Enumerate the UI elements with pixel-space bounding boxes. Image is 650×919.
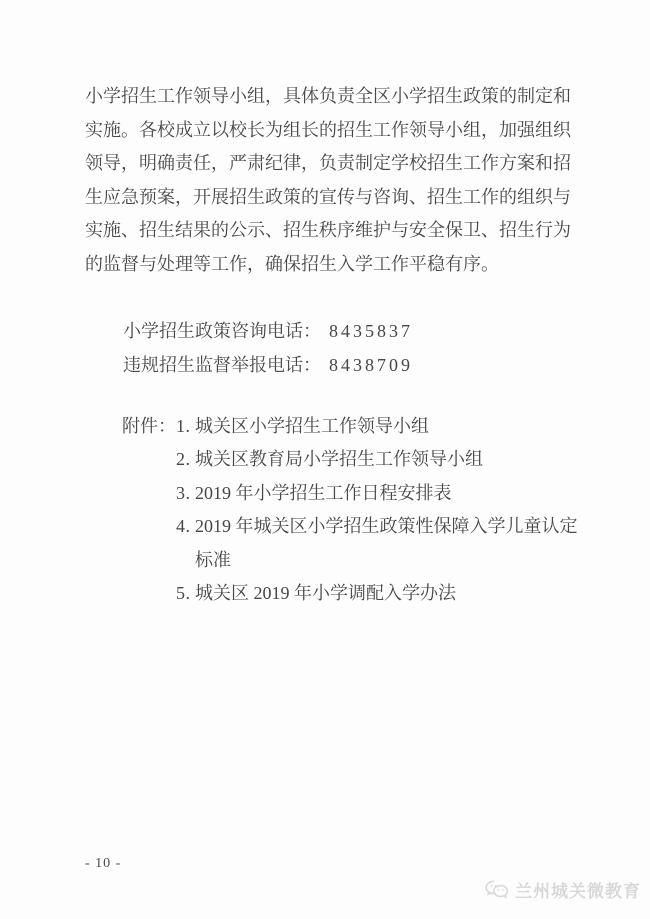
watermark-text: 兰州城关微教育: [515, 882, 641, 901]
attachment-number: 3.: [176, 482, 191, 503]
policy-phone-line: [123, 314, 413, 348]
body-paragraph: [85, 80, 585, 282]
attachment-number-spacer: [176, 544, 195, 577]
attachment-title: 城关区 2019 年小学调配入学办法: [195, 583, 456, 604]
policy-phone-number: 8435837: [329, 321, 413, 341]
attachment-item-continuation: [122, 544, 578, 577]
attachment-number: 2.: [176, 449, 191, 470]
attachment-title: 城关区小学招生工作领导小组: [195, 416, 429, 436]
attachment-item: [122, 477, 578, 510]
wechat-icon: [484, 878, 510, 902]
attachment-title: 标准: [195, 549, 231, 570]
attachment-number: 1.: [176, 416, 191, 436]
contact-block: [123, 314, 413, 382]
policy-phone-label: 小学招生政策咨询电话：: [123, 321, 321, 341]
paragraph-line: 生应急预案，开展招生政策的宣传与咨询、招生工作的组织与: [85, 186, 571, 207]
attachment-number: 5.: [176, 583, 191, 604]
attachment-title: 2019 年城关区小学招生政策性保障入学儿童认定: [195, 516, 578, 537]
attachment-item: [122, 410, 578, 443]
attachments-label-spacer: [122, 510, 176, 543]
attachments-label: 附件：: [122, 416, 176, 436]
paragraph-line: 实施、招生结果的公示、招生秩序维护与安全保卫、招生行为: [85, 220, 571, 241]
paragraph-line: 领导，明确责任，严肃纪律，负责制定学校招生工作方案和招: [85, 153, 571, 174]
watermark: [484, 877, 641, 902]
attachment-title: 2019 年小学招生工作日程安排表: [195, 482, 452, 503]
attachment-item: [122, 577, 578, 610]
attachment-number: 4.: [176, 516, 191, 537]
attachments-label-spacer: [122, 577, 176, 610]
paragraph-line: 小学招生工作领导小组，具体负责全区小学招生政策的制定和: [85, 86, 571, 106]
attachment-title: 城关区教育局小学招生工作领导小组: [195, 449, 483, 470]
report-phone-line: [123, 348, 413, 382]
paragraph-line: 的监督与处理等工作，确保招生入学工作平稳有序。: [85, 253, 499, 274]
paragraph-line: 实施。各校成立以校长为组长的招生工作领导小组，加强组织: [85, 119, 571, 140]
attachment-item: [122, 510, 578, 543]
report-phone-label: 违规招生监督举报电话：: [123, 355, 321, 375]
attachment-item: [122, 443, 578, 476]
attachments-label-spacer: [122, 443, 176, 476]
page-number: - 10 -: [85, 856, 122, 871]
attachments-label-spacer: [122, 477, 176, 510]
attachments-label-spacer: [122, 544, 176, 577]
report-phone-number: 8438709: [329, 355, 413, 375]
attachments-block: [122, 410, 578, 610]
